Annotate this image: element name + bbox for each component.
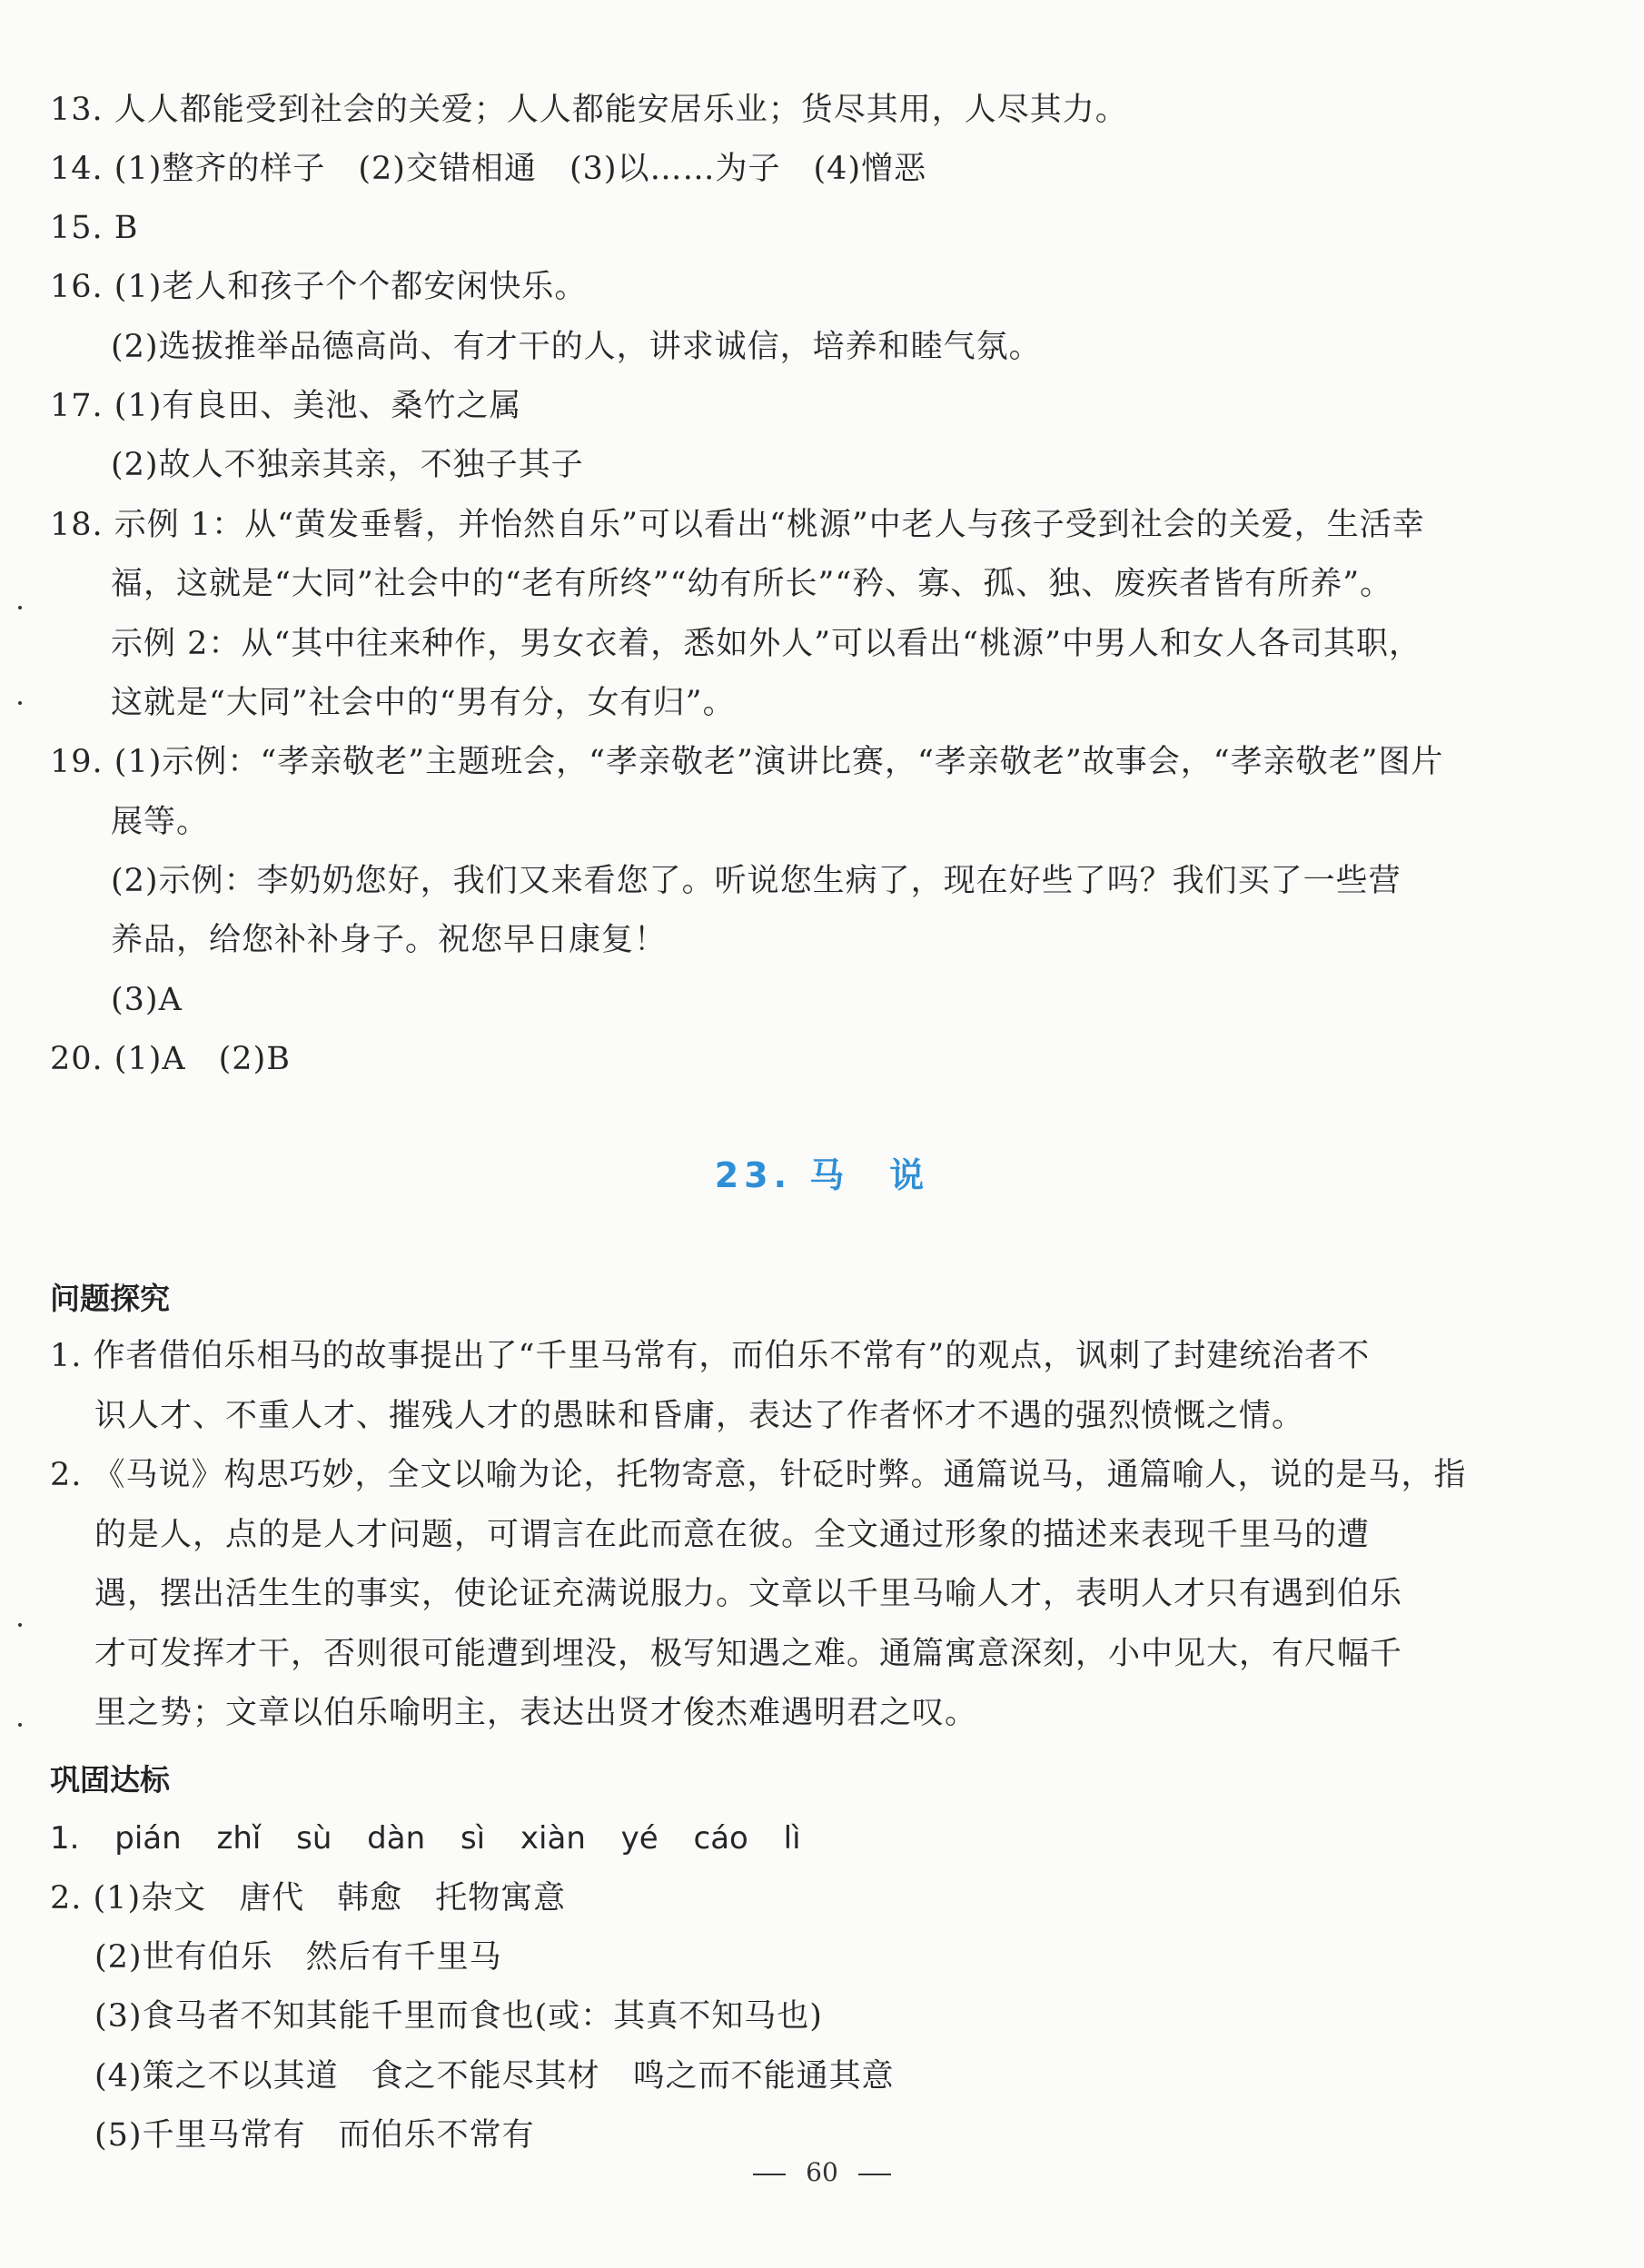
inquiry-q1-line1: 1. 作者借伯乐相马的故事提出了“千里马常有，而伯乐不常有”的观点，讽刺了封建统治者不 bbox=[50, 1338, 1371, 1374]
consolidation-q2-3: (3)食马者不知其能千里而食也(或：其真不知马也) bbox=[94, 1998, 823, 2035]
answer-q18-example2-line2: 这就是“大同”社会中的“男有分，女有归”。 bbox=[111, 685, 736, 721]
consolidation-q1-pinyin: 1. pián zhǐ sù dàn sì xiàn yé cáo lì bbox=[50, 1820, 801, 1857]
inquiry-q2-line5: 里之势；文章以伯乐喻明主，表达出贤才俊杰难遇明君之叹。 bbox=[94, 1695, 978, 1731]
scan-mark bbox=[18, 701, 22, 705]
answer-q18-example2-line1: 示例 2：从“其中往来种作，男女衣着，悉如外人”可以看出“桃源”中男人和女人各司其职， bbox=[111, 626, 1421, 662]
answer-q16-1: 16. (1)老人和孩子个个都安闲快乐。 bbox=[50, 269, 588, 305]
scan-mark bbox=[18, 606, 22, 609]
consolidation-q2-1: 2. (1)杂文 唐代 韩愈 托物寓意 bbox=[50, 1880, 567, 1916]
answer-q14: 14. (1)整齐的样子 (2)交错相通 (3)以……为子 (4)憎恶 bbox=[50, 151, 927, 187]
page-footer bbox=[0, 2157, 1644, 2187]
scan-mark bbox=[18, 1623, 22, 1627]
answer-q17-2: (2)故人不独亲其亲，不独子其子 bbox=[111, 447, 584, 483]
answer-q16-2: (2)选拔推举品德高尚、有才干的人，讲求诚信，培养和睦气氛。 bbox=[111, 329, 1042, 365]
answer-q19-1-line1: 19. (1)示例：“孝亲敬老”主题班会，“孝亲敬老”演讲比赛，“孝亲敬老”故事会，“孝亲敬老”图片 bbox=[50, 744, 1444, 780]
section-heading-consolidation: 巩固达标 bbox=[50, 1762, 170, 1798]
footer-dash-right bbox=[858, 2174, 891, 2175]
answer-q19-2-line2: 养品，给您补补身子。祝您早日康复！ bbox=[111, 922, 668, 958]
answer-q19-1-line2: 展等。 bbox=[111, 804, 210, 840]
inquiry-q1-line2: 识人才、不重人才、摧残人才的愚昧和昏庸，表达了作者怀才不遇的强烈愤慨之情。 bbox=[94, 1398, 1305, 1434]
answer-q13: 13. 人人都能受到社会的关爱；人人都能安居乐业；货尽其用，人尽其力。 bbox=[50, 92, 1128, 128]
answer-q18-example1-line2: 福，这就是“大同”社会中的“老有所终”“幼有所长”“矜、寡、孤、独、废疾者皆有所养”。 bbox=[111, 566, 1393, 602]
consolidation-q2-2: (2)世有伯乐 然后有千里马 bbox=[94, 1939, 502, 1976]
footer-dash-left bbox=[753, 2174, 786, 2175]
inquiry-q2-line4: 才可发挥才干，否则很可能遭到埋没，极写知遇之难。通篇寓意深刻，小中见大，有尺幅千 bbox=[94, 1636, 1403, 1672]
inquiry-q2-line1: 2. 《马说》构思巧妙，全文以喻为论，托物寄意，针砭时弊。通篇说马，通篇喻人，说的是马，指 bbox=[50, 1457, 1467, 1493]
inquiry-q2-line3: 遇，摆出活生生的事实，使论证充满说服力。文章以千里马喻人才，表明人才只有遇到伯乐 bbox=[94, 1576, 1403, 1612]
consolidation-q2-5: (5)千里马常有 而伯乐不常有 bbox=[94, 2117, 535, 2154]
page-number: 60 bbox=[806, 2157, 838, 2187]
section-heading-inquiry: 问题探究 bbox=[50, 1281, 170, 1316]
answer-q19-3: (3)A bbox=[111, 982, 183, 1018]
lesson-title: 23. 马 说 bbox=[714, 1155, 930, 1195]
answer-q19-2-line1: (2)示例：李奶奶您好，我们又来看您了。听说您生病了，现在好些了吗？我们买了一些营 bbox=[111, 863, 1401, 899]
inquiry-q2-line2: 的是人，点的是人才问题，可谓言在此而意在彼。全文通过形象的描述来表现千里马的遭 bbox=[94, 1517, 1371, 1553]
answer-q20: 20. (1)A (2)B bbox=[50, 1041, 291, 1077]
consolidation-q2-4: (4)策之不以其道 食之不能尽其材 鸣之而不能通其意 bbox=[94, 2058, 895, 2095]
answer-q18-example1-line1: 18. 示例 1：从“黄发垂髫，并怡然自乐”可以看出“桃源”中老人与孩子受到社会的关爱，生活幸 bbox=[50, 507, 1425, 543]
answer-q17-1: 17. (1)有良田、美池、桑竹之属 bbox=[50, 388, 522, 424]
scan-mark bbox=[18, 1723, 22, 1727]
answer-q15: 15. B bbox=[50, 210, 139, 246]
